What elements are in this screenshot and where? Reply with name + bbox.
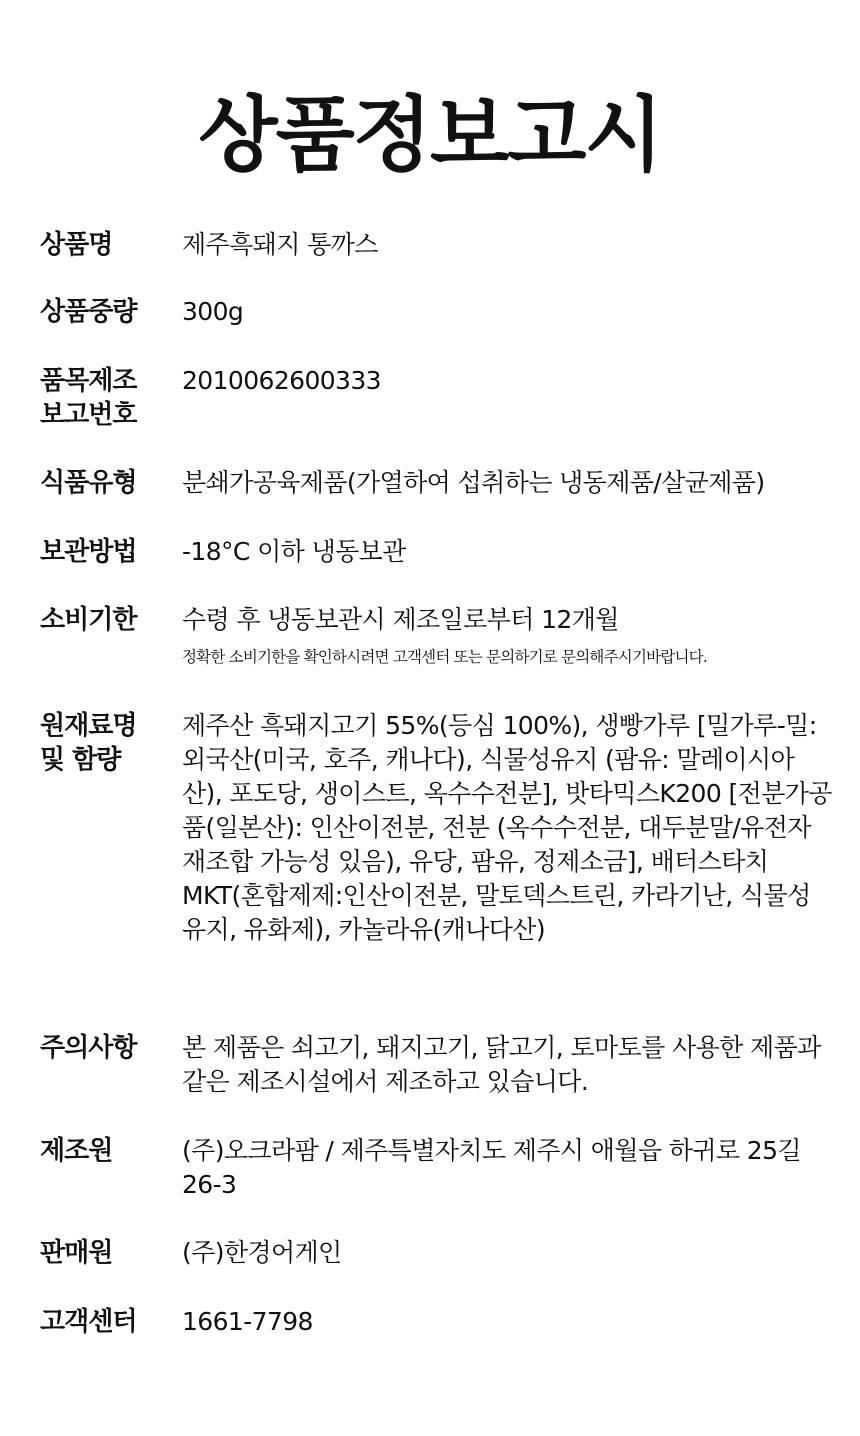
row-label: 주의사항 (40, 1033, 137, 1063)
row-value: 본 제품은 쇠고기, 돼지고기, 닭고기, 토마토를 사용한 제품과 같은 제조시설에서 제조하고 있습니다. (182, 1033, 821, 1096)
row-label: 제조원 (40, 1136, 113, 1166)
row-value-group (182, 603, 832, 669)
row-label: 상품중량 (40, 297, 137, 327)
expiration-note: 정확한 소비기한을 확인하시려면 고객센터 또는 문의하기로 문의해주시기바랍니다. (182, 648, 707, 666)
page-title: 상품정보고시 (198, 88, 662, 183)
row-value: 제주산 흑돼지고기 55%(등심 100%), 생빵가루 [밀가루-밀: 외국산(미국, 호주, 캐나다), 식물성유지 (팜유: 말레이시아산), 포도당, 생이스트, 옥수수전분], 밧타믹스K200 [전분가공품(일본산): 인산이전분, 전분 (옥수수전분, 대두분말/유전자재조합 가능성 있음), 유당, 팜유, 정제소금], 배터스타치 MKT(혼합제제:인산이전분, 말토덱스트린, 카라기난, 식물성유지, 유화제), 카놀라유(캐나다산) (182, 711, 832, 944)
row-value: 수령 후 냉동보관시 제조일로부터 12개월 (182, 605, 619, 634)
row-value: (주)한경어게인 (182, 1238, 342, 1267)
row-value: 제주흑돼지 통까스 (182, 230, 378, 259)
row-label: 식품유형 (40, 468, 137, 498)
row-label: 원재료명 및 함량 (40, 711, 137, 775)
row-value: 300g (182, 297, 244, 326)
row-label: 상품명 (40, 230, 113, 260)
row-label: 소비기한 (40, 605, 137, 635)
row-value: (주)오크라팜 / 제주특별자치도 제주시 애월읍 하귀로 25길 26-3 (182, 1136, 801, 1199)
row-label: 품목제조 보고번호 (40, 366, 137, 430)
row-value: 2010062600333 (182, 366, 381, 395)
row-value: -18°C 이하 냉동보관 (182, 537, 406, 566)
row-label: 고객센터 (40, 1307, 137, 1337)
row-label: 보관방법 (40, 537, 137, 567)
row-value: 분쇄가공육제품(가열하여 섭취하는 냉동제품/살균제품) (182, 468, 765, 497)
row-label: 판매원 (40, 1238, 113, 1268)
row-value: 1661-7798 (182, 1307, 313, 1336)
